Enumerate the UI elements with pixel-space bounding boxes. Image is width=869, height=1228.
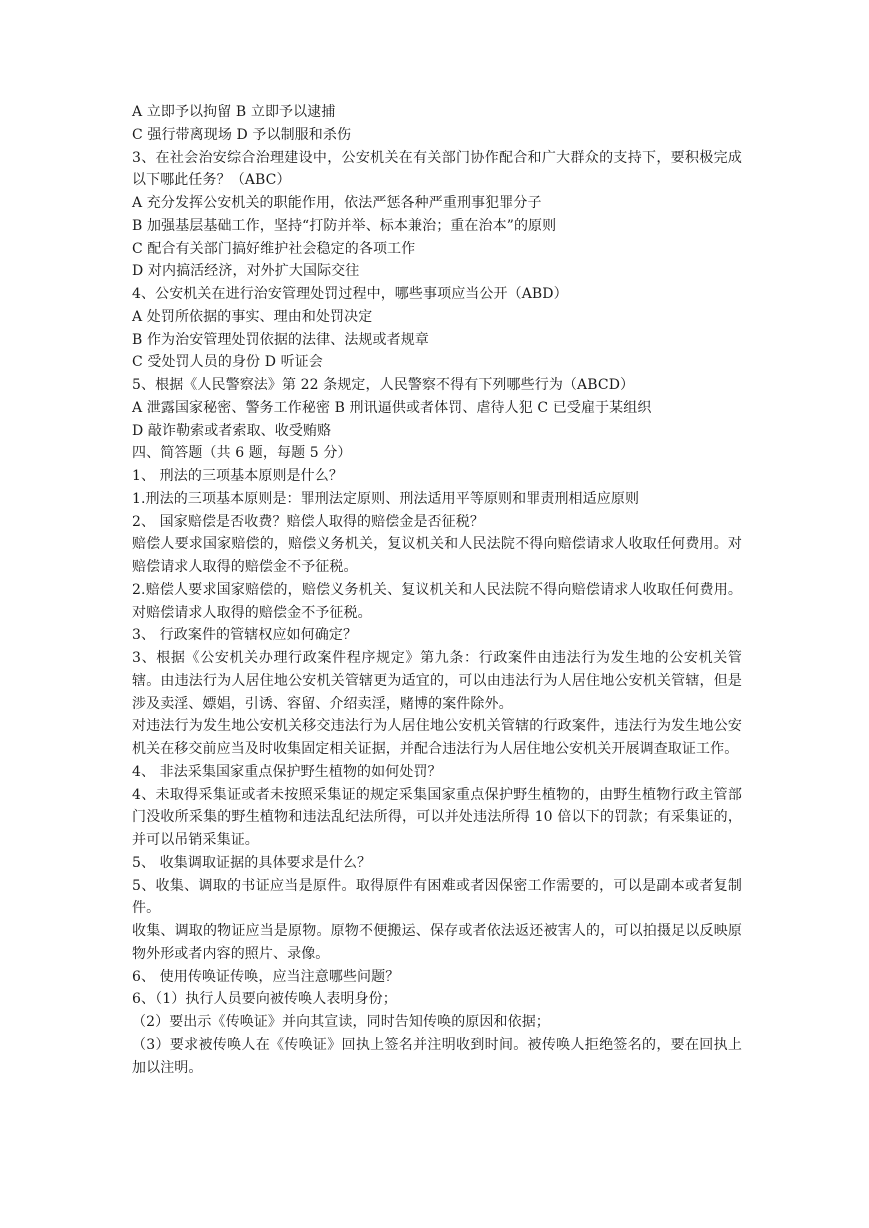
short-question-6: 6、 使用传唤证传唤，应当注意哪些问题？ [132, 968, 400, 985]
short-answer-6-item: 6、（1）执行人员要向被传唤人表明身份； [132, 991, 397, 1008]
answer-options-line: C 强行带离现场 D 予以制服和杀伤 [132, 126, 352, 143]
short-answer-1: 1.刑法的三项基本原则是：罪刑法定原则、刑法适用平等原则和罪责刑相适应原则 [132, 490, 640, 507]
short-question-5: 5、 收集调取证据的具体要求是什么？ [132, 854, 372, 871]
answer-options-line: C 受处罚人员的身份 D 听证会 [132, 354, 323, 371]
answer-option-a: A 处罚所依据的事实、理由和处罚决定 [132, 308, 373, 325]
section-heading: 四、简答题（共 6 题，每题 5 分） [132, 445, 352, 462]
answer-option-a: A 充分发挥公安机关的职能作用，依法严惩各种严重刑事犯罪分子 [132, 195, 542, 211]
answer-option-c: C 配合有关部门搞好维护社会稳定的各项工作 [132, 240, 416, 257]
short-question-1: 1、 刑法的三项基本原则是什么？ [132, 468, 343, 484]
answer-option-b: B 作为治安管理处罚依据的法律、法规或者规章 [132, 331, 429, 348]
answer-option-b: B 加强基层基础工作，坚持“打防并举、标本兼治；重在治本”的原则 [132, 217, 557, 234]
short-answer-3-paragraph: 对违法行为发生地公安机关移交违法行为人居住地公安机关管辖的行政案件，违法行为发生地公安机关在移交前应当及时收集固定相关证据，并配合违法行为人居住地公安机关开展调查取证工作。 [132, 718, 742, 757]
short-answer-6-item: （3）要求被传唤人在《传唤证》回执上签名并注明收到时间。被传唤人拒绝签名的，要在回执上加以注明。 [132, 1036, 742, 1076]
short-answer-5-paragraph: 收集、调取的物证应当是原物。原物不便搬运、保存或者依法返还被害人的，可以拍摄足以反映原物外形或者内容的照片、录像。 [132, 923, 742, 962]
answer-option-d: D 对内搞活经济，对外扩大国际交往 [132, 263, 360, 280]
short-question-2: 2、 国家赔偿是否收费？赔偿人取得的赔偿金是否征税？ [132, 513, 484, 530]
question-4: 4、公安机关在进行治安管理处罚过程中，哪些事项应当公开（ABD） [132, 286, 568, 302]
short-answer-4: 4、未取得采集证或者未按照采集证的规定采集国家重点保护野生植物的，由野生植物行政主管部门没收所采集的野生植物和违法乱纪法所得，可以并处违法所得 10 倍以下的罚款；有采集证的，并可以吊销采集证。 [132, 786, 742, 848]
short-answer-3-paragraph: 3、根据《公安机关办理行政案件程序规定》第九条：行政案件由违法行为发生地的公安机关管辖。由违法行为人居住地公安机关管辖更为适宜的，可以由违法行为人居住地公安机关管辖，但是涉及卖淫、嫖娼，引诱、容留、介绍卖淫，赌博的案件除外。 [132, 650, 742, 712]
answer-options-line: A 泄露国家秘密、警务工作秘密 B 刑讯逼供或者体罚、虐待人犯 C 已受雇于某组织 [132, 399, 652, 416]
question-3: 3、在社会治安综合治理建设中，公安机关在有关部门协作配合和广大群众的支持下，要积极完成以下哪此任务？（ABC） [132, 149, 742, 189]
short-answer-6-item: （2）要出示《传唤证》并向其宣读，同时告知传唤的原因和依据； [132, 1014, 550, 1030]
answer-options-line: A 立即予以拘留 B 立即予以逮捕 [132, 104, 336, 120]
document-body [132, 101, 742, 1079]
short-question-3: 3、 行政案件的管辖权应如何确定？ [132, 627, 358, 644]
short-answer-2-paragraph: 赔偿人要求国家赔偿的，赔偿义务机关，复议机关和人民法院不得向赔偿请求人收取任何费用。对赔偿请求人取得的赔偿金不予征税。 [132, 536, 742, 575]
short-question-4: 4、 非法采集国家重点保护野生植物的如何处罚？ [132, 763, 442, 780]
short-answer-5-paragraph: 5、收集、调取的书证应当是原件。取得原件有困难或者因保密工作需要的，可以是副本或者复制件。 [132, 877, 742, 917]
question-5: 5、根据《人民警察法》第 22 条规定，人民警察不得有下列哪些行为（ABCD） [132, 377, 635, 393]
short-answer-2-paragraph: 2.赔偿人要求国家赔偿的，赔偿义务机关、复议机关和人民法院不得向赔偿请求人收取任何费用。对赔偿请求人取得的赔偿金不予征税。 [132, 581, 742, 621]
answer-option-d: D 敲诈勒索或者索取、收受贿赂 [132, 422, 332, 439]
